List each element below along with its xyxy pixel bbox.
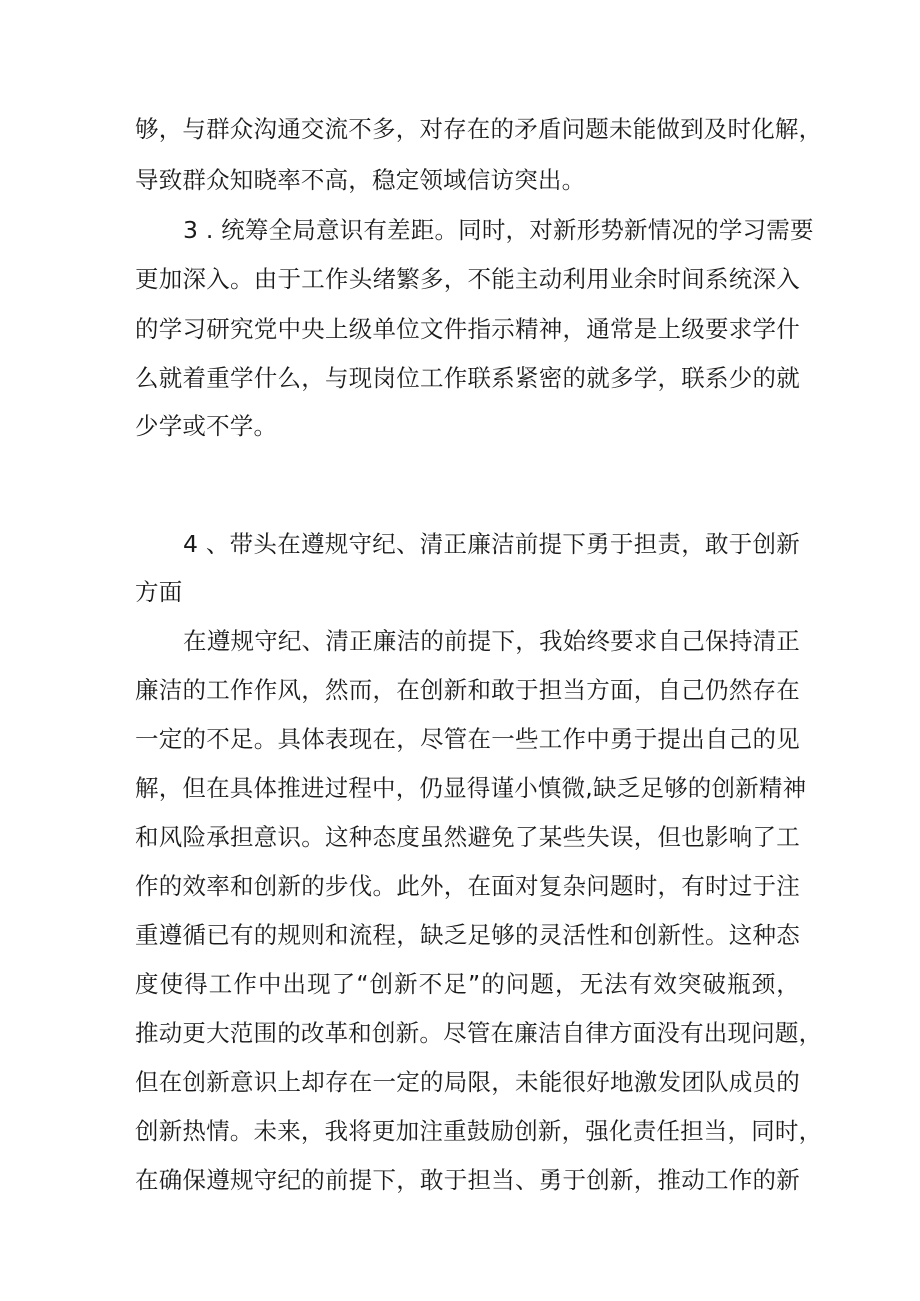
para-3-line-1: 3 . 统筹全局意识有差距。同时，对新形势新情况的学习需要 [183,216,814,244]
para-3-line-4: 么就着重学什么，与现岗位工作联系紧密的就多学，联系少的就 [135,364,800,392]
para-4-line-11: 创新热情。未来，我将更加注重鼓励创新，强化责任担当，同时， [135,1117,823,1145]
para-4-line-4: 解，但在具体推进过程中，仍显得谨小慎微,缺乏足够的创新精神 [135,774,807,802]
para-3-line-3: 的学习研究党中央上级单位文件指示精神，通常是上级要求学什 [135,315,800,343]
para-4-line-12: 在确保遵规守纪的前提下，敢于担当、勇于创新，推动工作的新 [135,1166,800,1194]
para-3-line-5: 少学或不学。 [135,412,278,440]
para-4-line-2: 廉洁的工作作风，然而，在创新和敢于担当方面，自己仍然存在 [135,676,800,704]
para-4-line-6: 作的效率和创新的步伐。此外，在面对复杂问题时，有时过于注 [135,872,800,900]
para-4-line-8: 度使得工作中出现了“创新不足”的问题，无法有效突破瓶颈， [135,970,800,998]
para-4-line-7: 重遵循已有的规则和流程，缺乏足够的灵活性和创新性。这种态 [135,921,800,949]
para-4-line-9: 推动更大范围的改革和创新。尽管在廉洁自律方面没有出现问题， [135,1019,823,1047]
para-intro-line-1: 够，与群众沟通交流不多，对存在的矛盾问题未能做到及时化解， [135,115,823,143]
para-4-line-1: 在遵规守纪、清正廉洁的前提下，我始终要求自己保持清正 [183,627,800,655]
para-4-line-5: 和风险承担意识。这种态度虽然避免了某些失误，但也影响了工 [135,823,800,851]
para-intro-line-2: 导致群众知晓率不高，稳定领域信访突出。 [135,166,586,194]
para-4-line-10: 但在创新意识上却存在一定的局限，未能很好地激发团队成员的 [135,1068,800,1096]
section-4-heading-line-2: 方面 [135,578,183,606]
para-4-line-3: 一定的不足。具体表现在，尽管在一些工作中勇于提出自己的见 [135,725,800,753]
section-4-heading-line-1: 4 、带头在遵规守纪、清正廉洁前提下勇于担责，敢于创新 [183,530,800,558]
para-3-line-2: 更加深入。由于工作头绪繁多，不能主动利用业余时间系统深入 [135,265,800,293]
